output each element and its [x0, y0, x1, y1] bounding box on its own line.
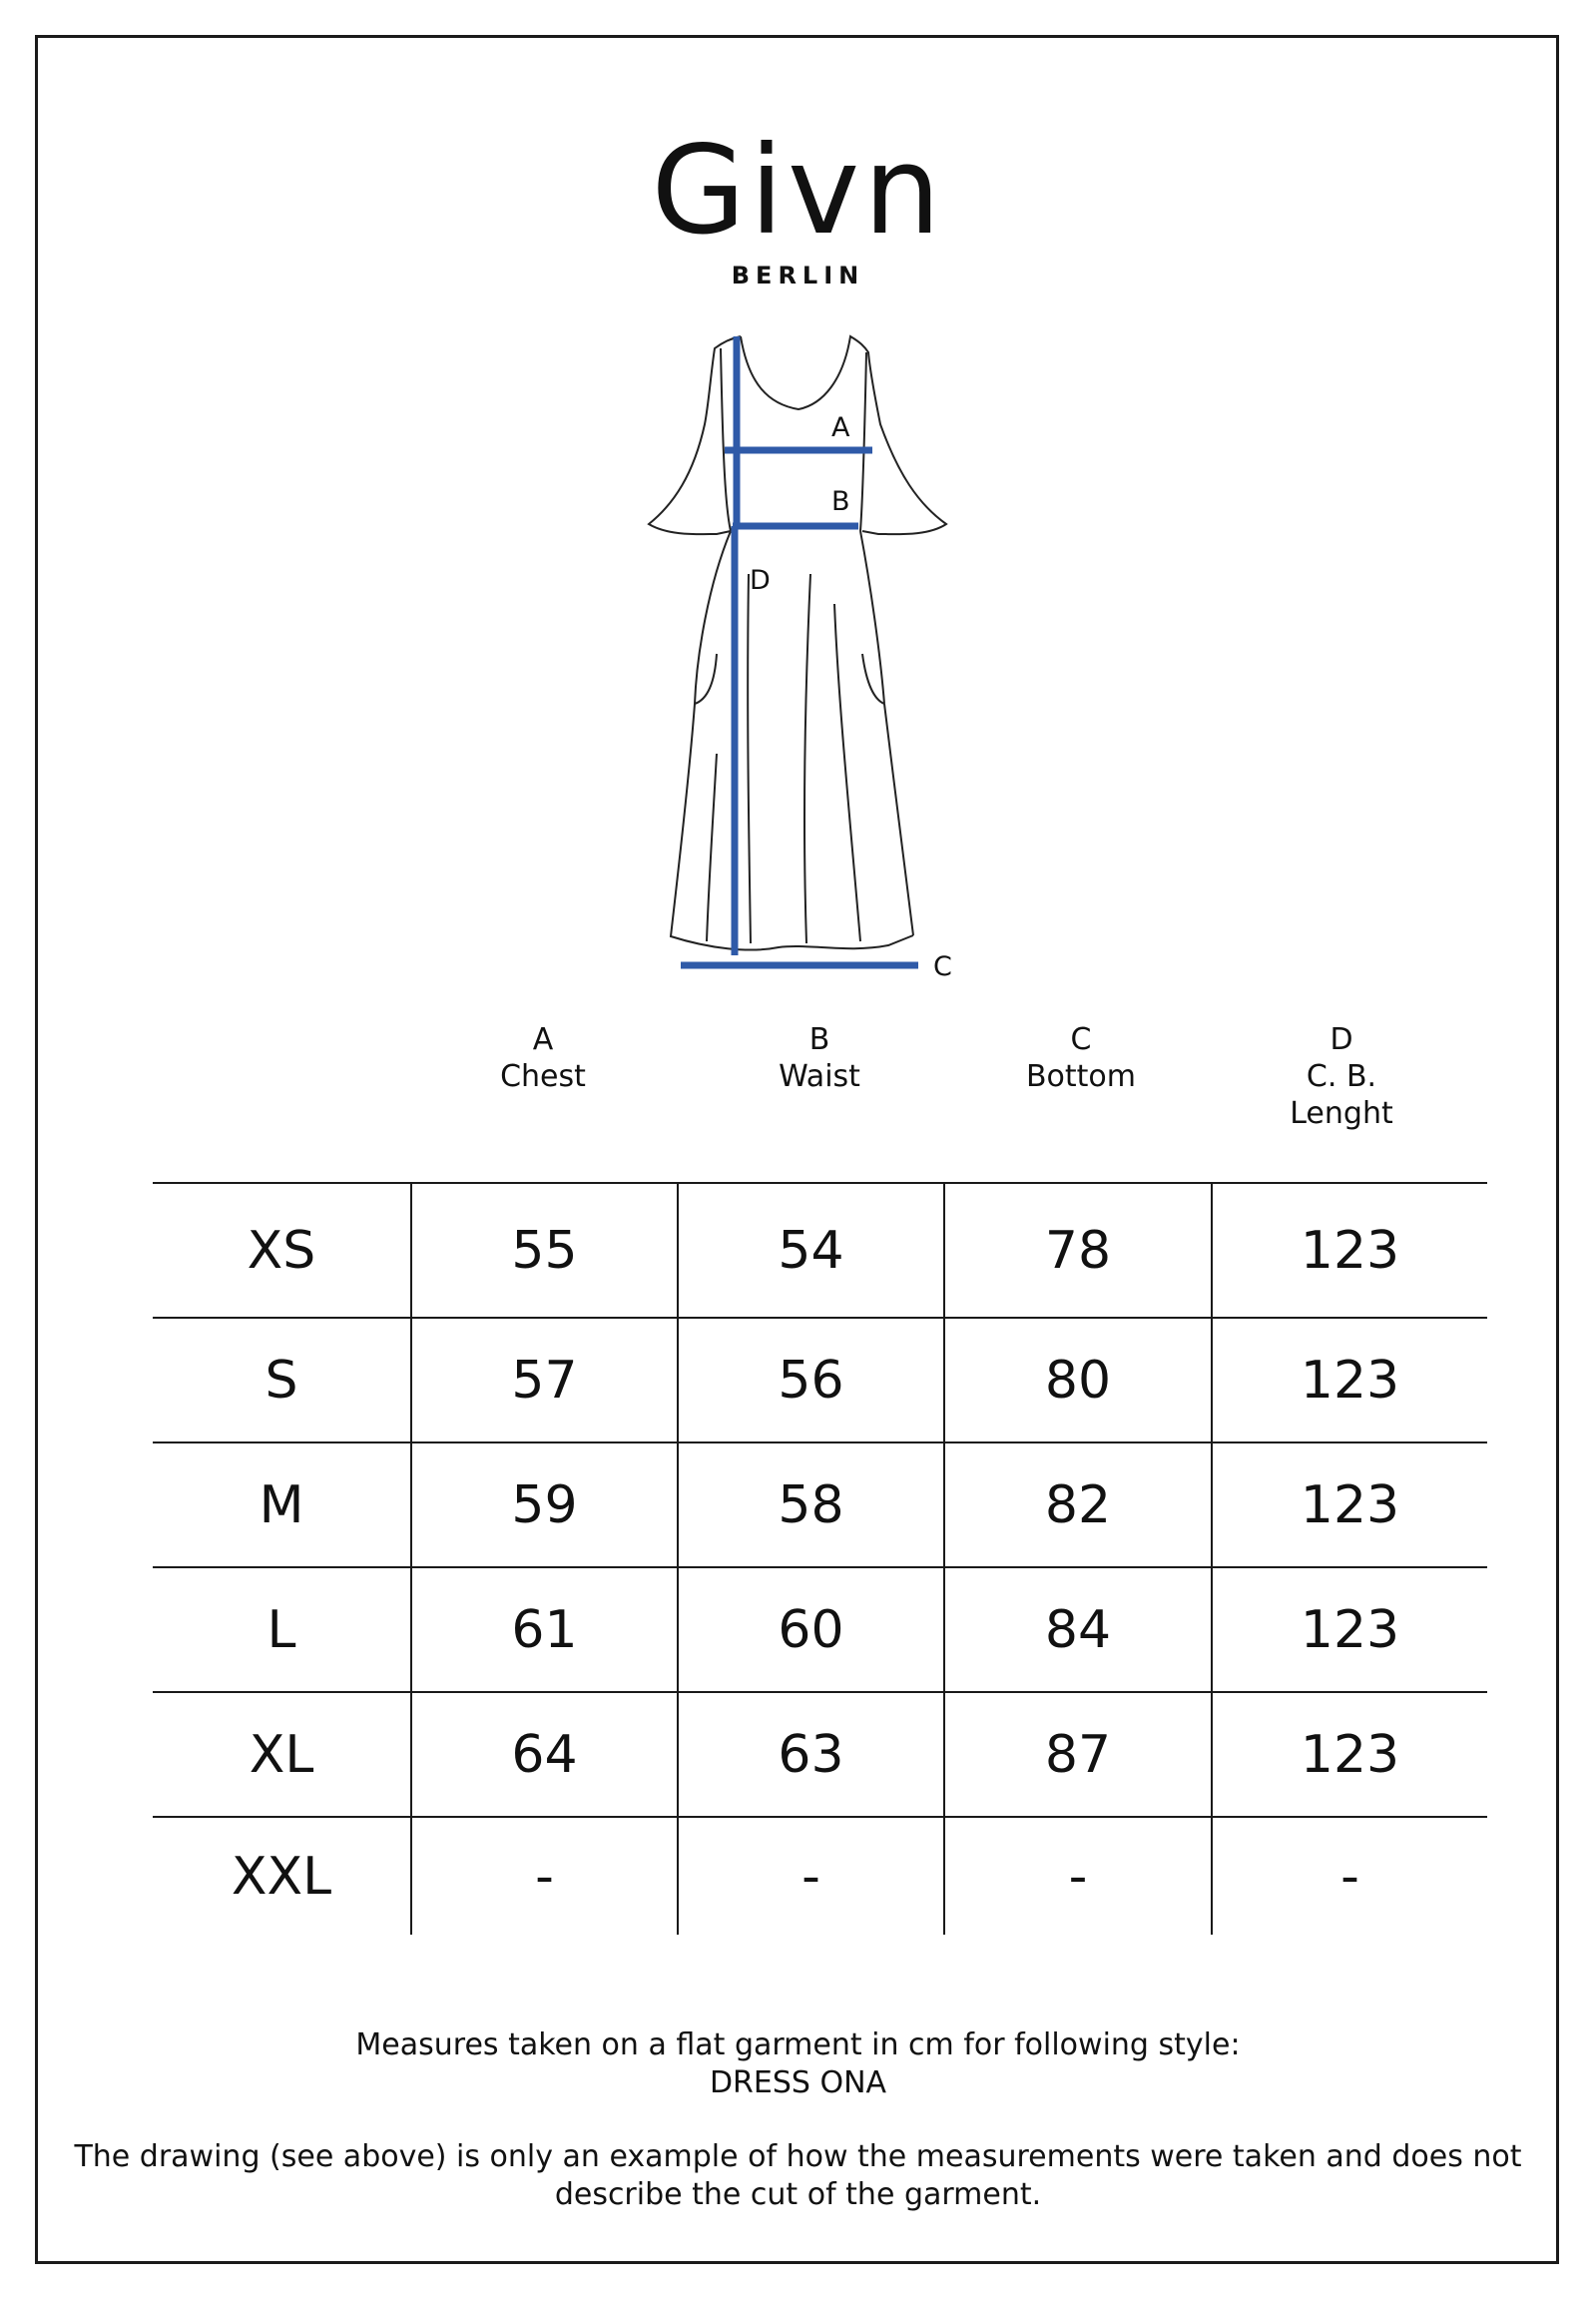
column-letter: D — [1330, 1022, 1353, 1057]
column-name: Bottom — [1025, 1059, 1137, 1094]
size-table — [153, 1182, 1487, 1935]
table-cell: - — [411, 1817, 678, 1935]
table-row — [153, 1318, 1487, 1442]
diagram-label-a: A — [831, 412, 850, 443]
table-row — [153, 1442, 1487, 1567]
table-cell: 82 — [944, 1442, 1212, 1567]
table-cell: 56 — [678, 1318, 944, 1442]
size-label: XXL — [153, 1817, 411, 1935]
table-cell: - — [944, 1817, 1212, 1935]
table-cell: 60 — [678, 1567, 944, 1692]
note-line: Measures taken on a flat garment in cm for following style: — [355, 2027, 1241, 2062]
table-cell: - — [678, 1817, 944, 1935]
table-cell: 123 — [1212, 1318, 1487, 1442]
disclaimer: The drawing (see above) is only an example of how the measurements were taken and does not describe the cut of the garment. — [74, 2139, 1522, 2212]
table-row — [153, 1817, 1487, 1935]
size-label: S — [153, 1318, 411, 1442]
table-row — [153, 1692, 1487, 1817]
table-cell: 59 — [411, 1442, 678, 1567]
column-name: C. B. Lenght — [1290, 1059, 1393, 1131]
size-label: M — [153, 1442, 411, 1567]
column-letter: C — [1070, 1022, 1092, 1057]
column-header-chest — [423, 1021, 663, 1095]
table-cell: 63 — [678, 1692, 944, 1817]
table-cell: 54 — [678, 1183, 944, 1318]
table-cell: 61 — [411, 1567, 678, 1692]
size-label: L — [153, 1567, 411, 1692]
table-cell: 123 — [1212, 1442, 1487, 1567]
diagram-label-b: B — [831, 486, 850, 517]
table-row — [153, 1567, 1487, 1692]
table-cell: 87 — [944, 1692, 1212, 1817]
column-name: Chest — [500, 1059, 586, 1094]
column-letter: B — [808, 1022, 830, 1057]
table-cell: 80 — [944, 1318, 1212, 1442]
table-cell: 64 — [411, 1692, 678, 1817]
table-cell: - — [1212, 1817, 1487, 1935]
table-cell: 84 — [944, 1567, 1212, 1692]
column-header-waist — [700, 1021, 939, 1095]
brand-subtitle: BERLIN — [731, 262, 865, 289]
table-cell: 78 — [944, 1183, 1212, 1318]
dress-diagram — [599, 324, 978, 983]
column-letter: A — [532, 1022, 554, 1057]
table-cell: 55 — [411, 1183, 678, 1318]
table-cell: 123 — [1212, 1692, 1487, 1817]
column-header-bottom — [961, 1021, 1201, 1095]
column-header-length — [1222, 1021, 1461, 1132]
table-cell: 123 — [1212, 1567, 1487, 1692]
style-name: DRESS ONA — [709, 2065, 887, 2100]
table-row — [153, 1183, 1487, 1318]
table-cell: 58 — [678, 1442, 944, 1567]
table-cell: 123 — [1212, 1183, 1487, 1318]
size-label: XL — [153, 1692, 411, 1817]
table-cell: 57 — [411, 1318, 678, 1442]
measurement-note — [60, 2026, 1536, 2102]
dress-outline — [649, 336, 946, 950]
diagram-label-d: D — [750, 565, 771, 596]
brand-logo: Givn — [651, 120, 945, 262]
diagram-label-c: C — [933, 951, 952, 982]
column-name: Waist — [779, 1059, 860, 1094]
size-label: XS — [153, 1183, 411, 1318]
